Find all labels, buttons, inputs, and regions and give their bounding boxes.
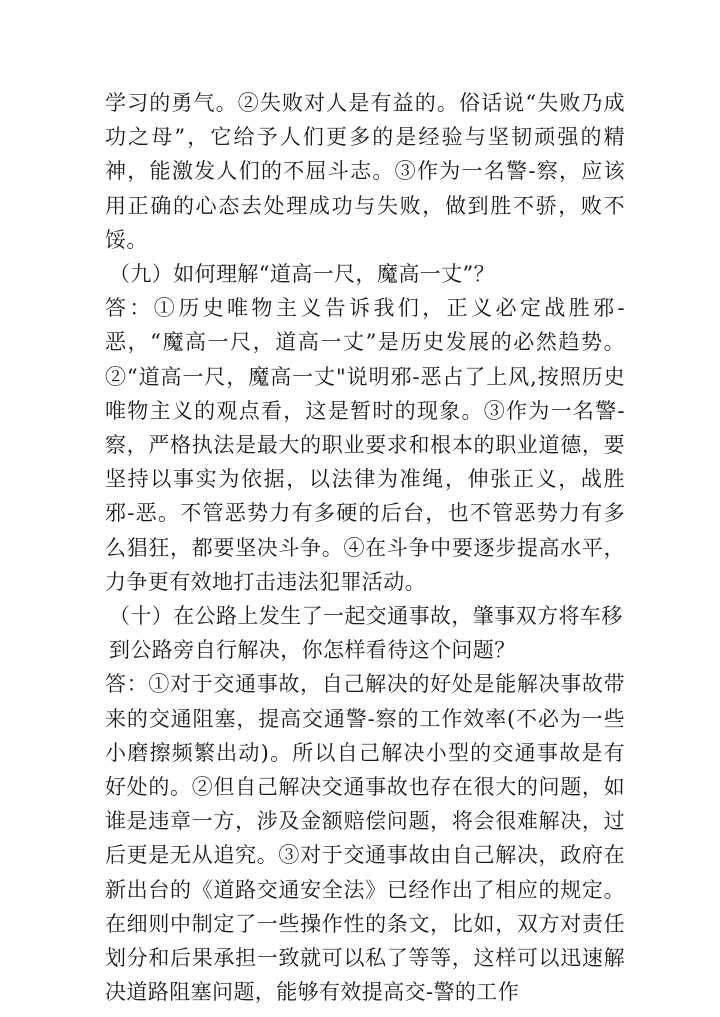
question-heading-9: （九）如何理解“道高一尺，魔高一丈”？ <box>109 262 496 287</box>
document-body <box>105 86 625 1009</box>
paragraph-continuation: 学习的勇气。②失败对人是有益的。俗话说“失败乃成功之母”，它给予人们更多的是经验与坚韧顽强的精神，能激发人们的不屈斗志。③作为一名警-察，应该用正确的心态去处理成功与失败，做到胜不骄，败不馁。 <box>105 91 625 252</box>
question-heading-10: （十）在公路上发生了一起交通事故，肇事双方将车移到公路旁自行解决，你怎样看待这个问题？ <box>109 604 623 663</box>
answer-paragraph-10: 答：①对于交通事故，自己解决的好处是能解决事故带来的交通阻塞，提高交通警-察的工作效率(不必为一些小磨擦频繁出动)。所以自己解决小型的交通事故是有好处的。②但自己解决交通事故也存在很大的问题，如谁是违章一方，涉及金额赔偿问题，将会很难解决，过后更是无从追究。③对于交通事故由自己解决，政府在新出台的《道路交通安全法》已经作出了相应的规定。在细则中制定了一些操作性的条文，比如，双方对责任划分和后果承担一致就可以私了等等，这样可以迅速解决道路阻塞问题，能够有效提高交-警的工作 <box>105 672 625 1005</box>
answer-paragraph-9: 答：①历史唯物主义告诉我们，正义必定战胜邪-恶，“魔高一尺，道高一丈”是历史发展的必然趋势。②“道高一尺，魔高一丈"说明邪-恶占了上风,按照历史唯物主义的观点看，这是暂时的现象。③作为一名警-察，严格执法是最大的职业要求和根本的职业道德，要坚持以事实为依据，以法律为准绳，伸张正义，战胜邪-恶。不管恶势力有多硬的后台，也不管恶势力有多么猖狂，都要坚决斗争。④在斗争中要逐步提高水平，力争更有效地打击违法犯罪活动。 <box>105 296 625 594</box>
